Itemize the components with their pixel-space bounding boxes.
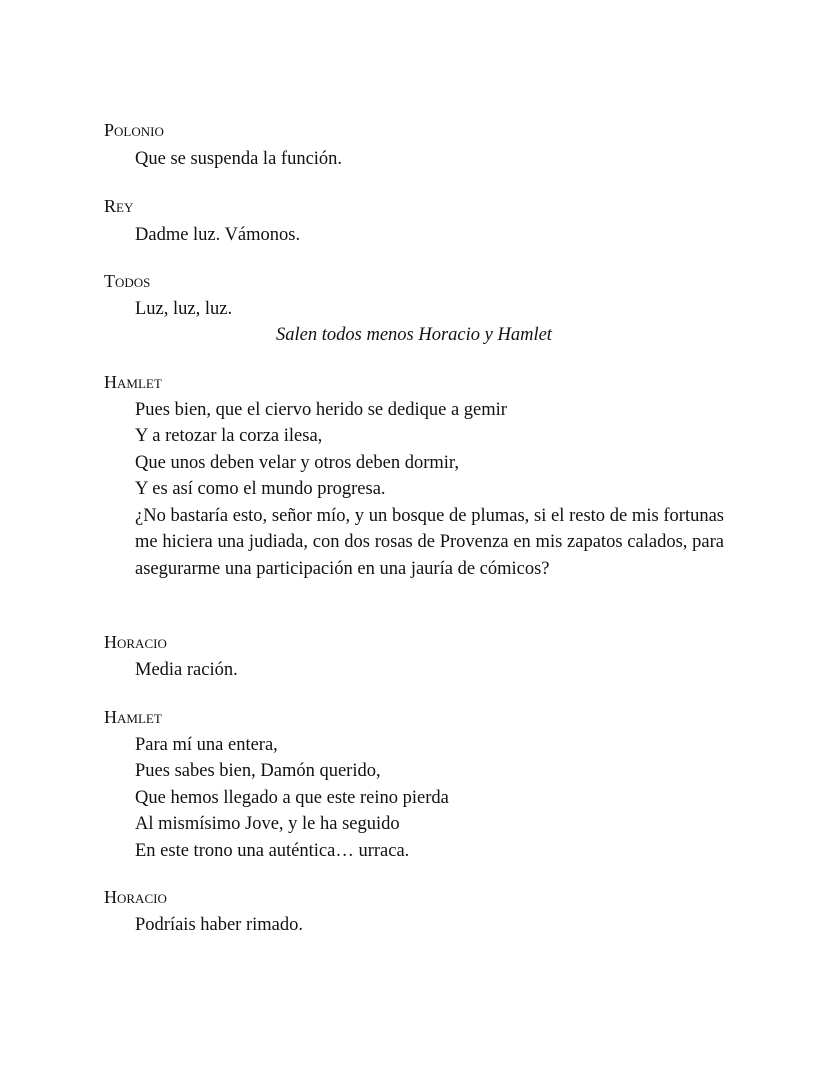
dialogue-line: Media ración.	[135, 660, 238, 680]
verse-line: Y es así como el mundo progresa.	[135, 479, 386, 499]
dialogue-line: Luz, luz, luz.	[135, 299, 233, 319]
dialogue-line: Dadme luz. Vámonos.	[135, 225, 301, 245]
verse-line: Al mismísimo Jove, y le ha seguido	[135, 814, 400, 834]
speaker-name: Todos	[104, 271, 151, 291]
verse-line: Que unos deben velar y otros deben dormir,	[135, 453, 459, 473]
speaker-name: Hamlet	[104, 707, 162, 727]
speaker-name: Rey	[104, 196, 134, 216]
dialogue-line: Que se suspenda la función.	[135, 149, 343, 169]
verse-line: En este trono una auténtica… urraca.	[135, 841, 410, 861]
speaker-name: Horacio	[104, 632, 167, 652]
stage-direction-text: Salen todos menos Horacio y Hamlet	[276, 325, 552, 345]
verse-line: Pues sabes bien, Damón querido,	[135, 761, 381, 781]
verse-line: Y a retozar la corza ilesa,	[135, 426, 323, 446]
speaker-name: Horacio	[104, 887, 167, 907]
prose-paragraph: ¿No bastaría esto, señor mío, y un bosque de plumas, si el resto de mis fortunas me hiciera una judiada, con dos rosas de Provenza en mis zapatos calados, para asegurarme una participación en una jauría de cómicos?	[135, 506, 724, 579]
speaker-name: Hamlet	[104, 372, 162, 392]
dialogue-line: Podríais haber rimado.	[135, 915, 303, 935]
verse-line: Pues bien, que el ciervo herido se dedique a gemir	[135, 400, 507, 420]
speaker-name: Polonio	[104, 120, 164, 140]
stage-direction	[0, 323, 828, 347]
verse-line: Que hemos llegado a que este reino pierda	[135, 788, 449, 808]
verse-line: Para mí una entera,	[135, 735, 278, 755]
